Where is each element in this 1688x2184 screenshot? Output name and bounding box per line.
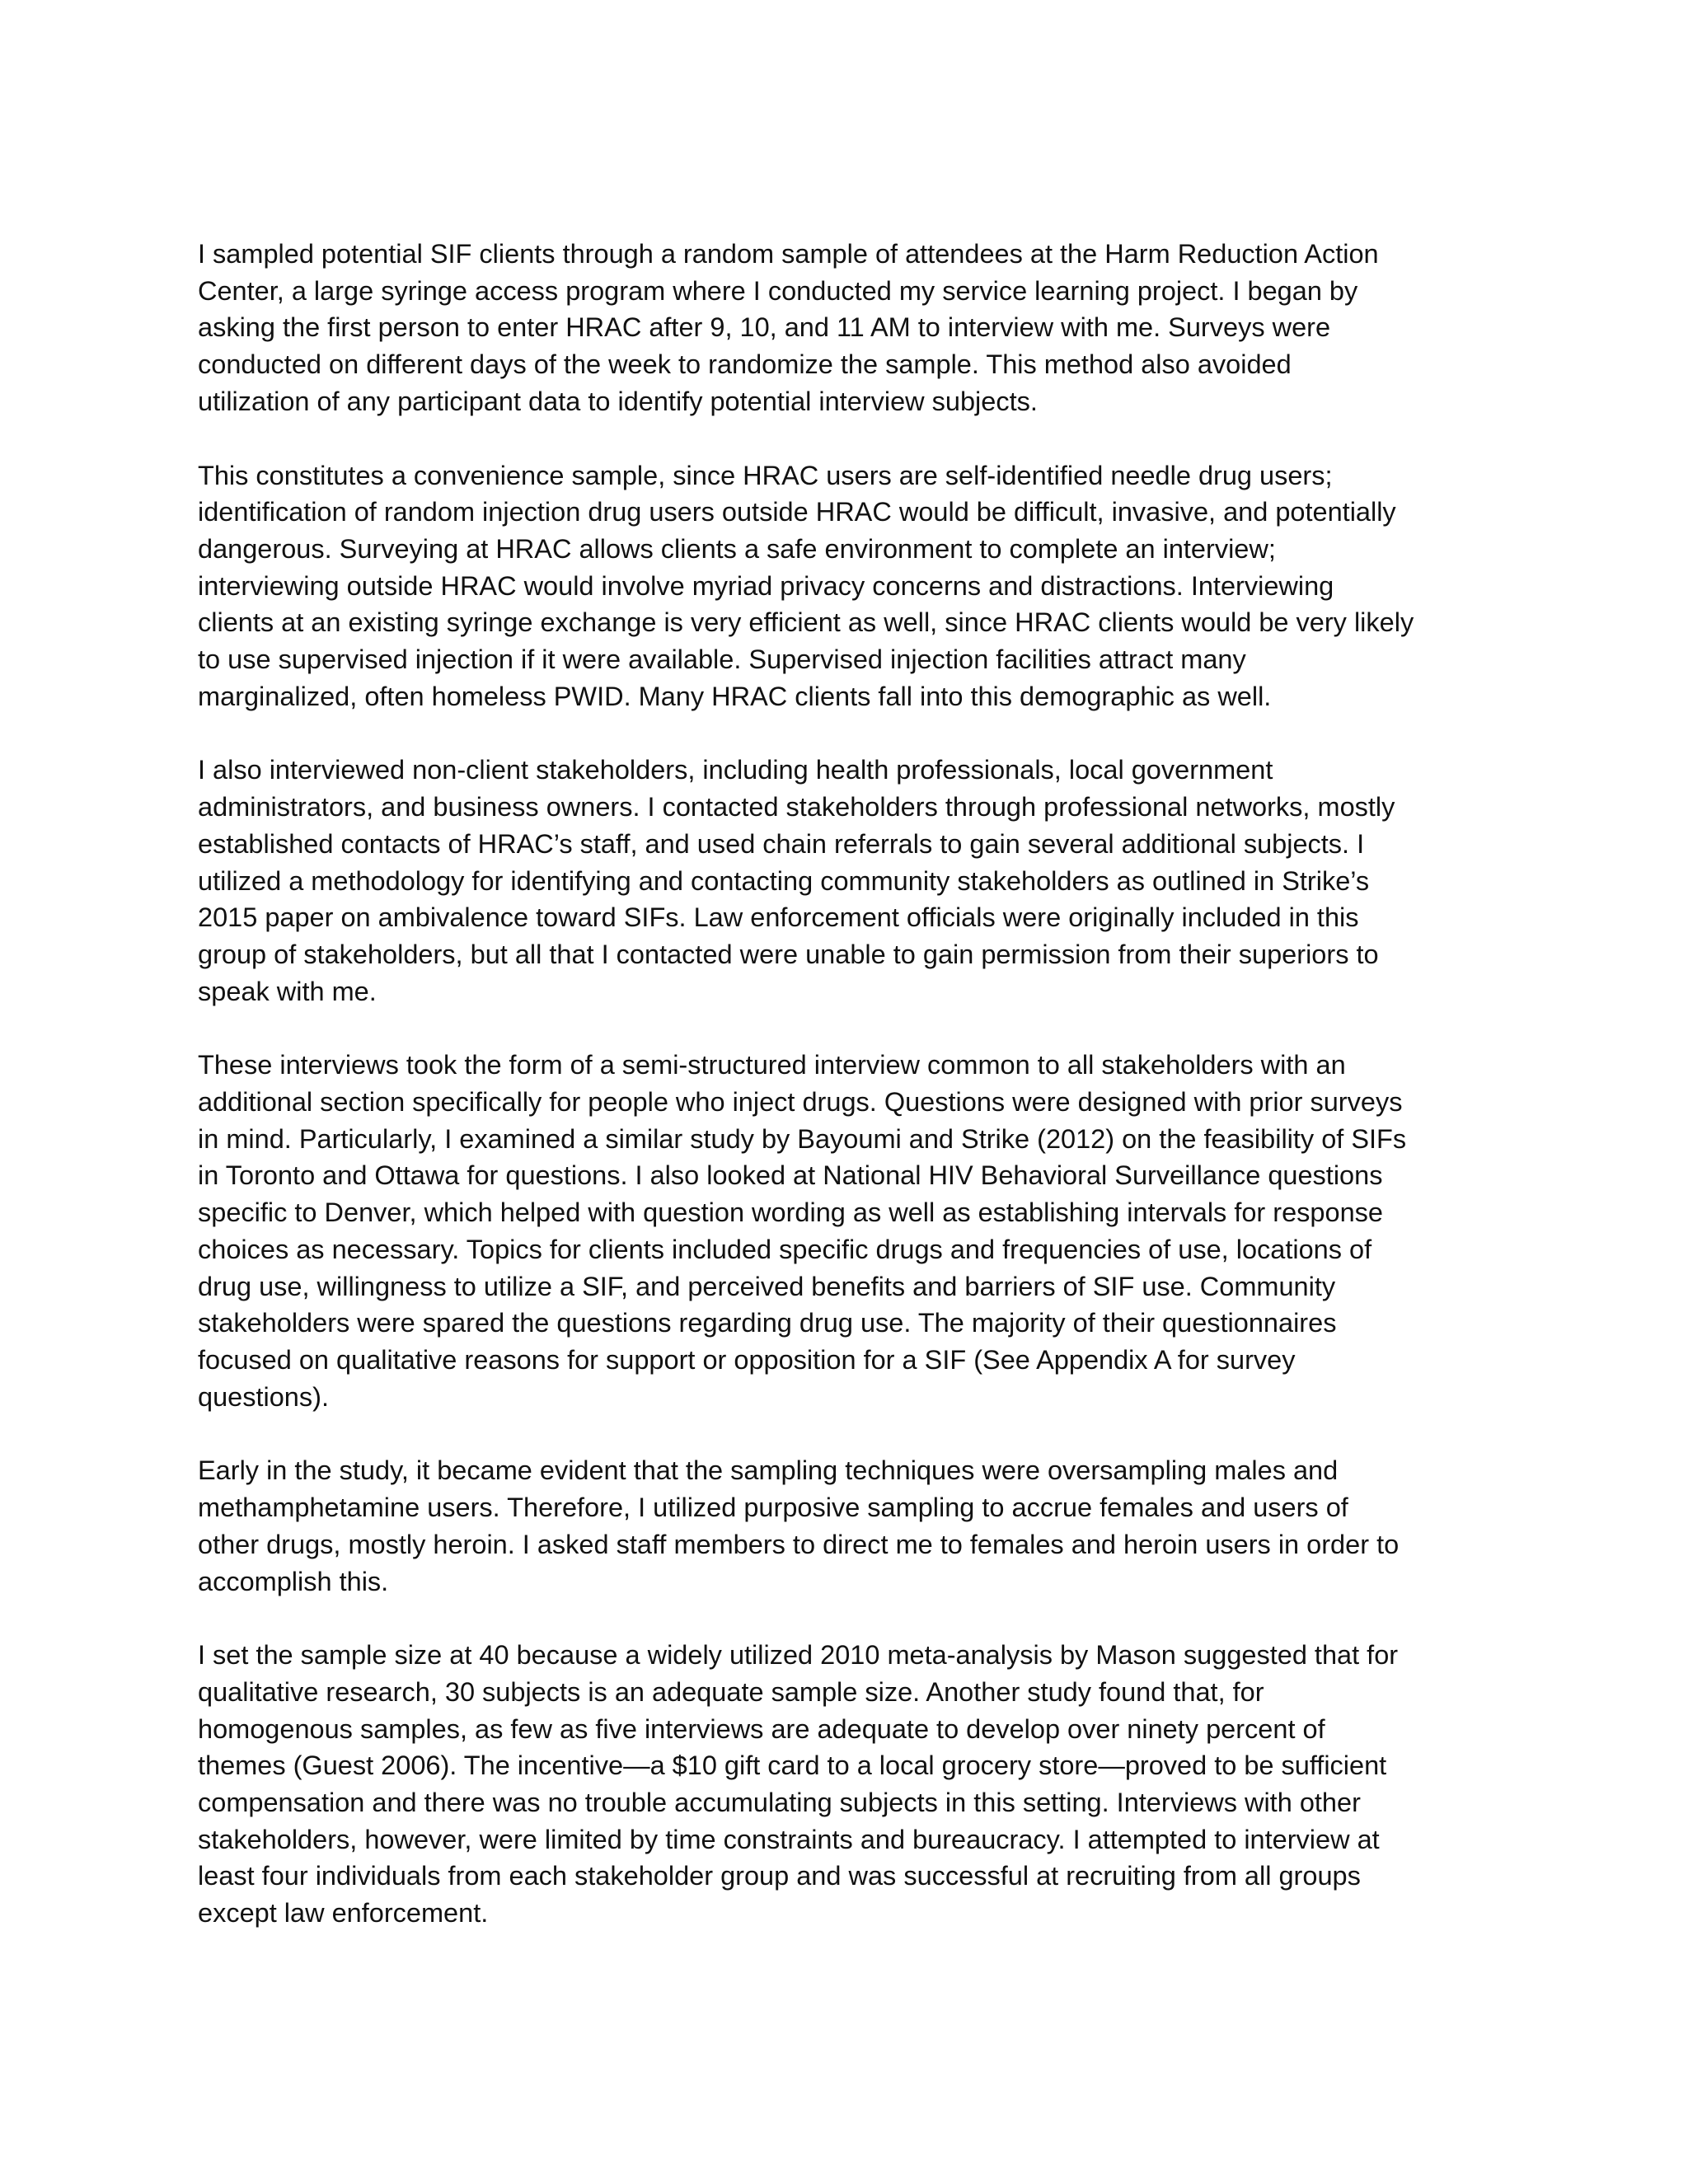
paragraph-interview-design: These interviews took the form of a semi-structured interview common to all stakeholders with an additional section specifically for people who inject drugs. Questions were designed with prior surveys in mind. Particularly, I examined a similar study by Bayoumi and Strike (2012) on the feasibility of SIFs in Toronto and Ottawa for questions. I also looked at National HIV Behavioral Surveillance questions specific to Denver, which helped with question wording as well as establishing intervals for response choices as necessary. Topics for clients included specific drugs and frequencies of use, locations of drug use, willingness to utilize a SIF, and perceived benefits and barriers of SIF use. Community stakeholders were spared the questions regarding drug use. The majority of their questionnaires focused on qualitative reasons for support or opposition for a SIF (See Appendix A for survey questions). bbox=[198, 1050, 1407, 1412]
paragraph-convenience-sample: This constitutes a convenience sample, since HRAC users are self-identified needle drug users; identification of random injection drug users outside HRAC would be difficult, invasive, and potentially dangerous. Surveying at HRAC allows clients a safe environment to complete an interview; interviewing outside HRAC would involve myriad privacy concerns and distractions. Interviewing clients at an existing syringe exchange is very efficient as well, since HRAC clients would be very likely to use supervised injection if it were available. Supervised injection facilities attract many marginalized, often homeless PWID. Many HRAC clients fall into this demographic as well. bbox=[198, 460, 1414, 711]
paragraph-sample-size: I set the sample size at 40 because a widely utilized 2010 meta-analysis by Mason suggested that for qualitative research, 30 subjects is an adequate sample size. Another study found that, for homogenous samples, as few as five interviews are adequate to develop over ninety percent of themes (Guest 2006). The incentive—a $10 gift card to a local grocery store—proved to be sufficient compensation and there was no trouble accumulating subjects in this setting. Interviews with other stakeholders, however, were limited by time constraints and bureaucracy. I attempted to interview at least four individuals from each stakeholder group and was successful at recruiting from all groups except law enforcement. bbox=[198, 1640, 1399, 1929]
paragraph-stakeholders: I also interviewed non-client stakeholders, including health professionals, local government administrators, and business owners. I contacted stakeholders through professional networks, mostly established contacts of HRAC’s staff, and used chain referrals to gain several additional subjects. I utilized a methodology for identifying and contacting community stakeholders as outlined in Strike’s 2015 paper on ambivalence toward SIFs. Law enforcement officials were originally included in this group of stakeholders, but all that I contacted were unable to gain permission from their superiors to speak with me. bbox=[198, 755, 1395, 1006]
paragraph-purposive-sampling: Early in the study, it became evident that the sampling techniques were oversampling males and methamphetamine users. Therefore, I utilized purposive sampling to accrue females and users of other drugs, mostly heroin. I asked staff members to direct me to females and heroin users in order to accomplish this. bbox=[198, 1455, 1400, 1596]
paragraph-sampling-method: I sampled potential SIF clients through a random sample of attendees at the Harm Reduction Action Center, a large syringe access program where I conducted my service learning project. I began by asking the first person to enter HRAC after 9, 10, and 11 AM to interview with me. Surveys were conducted on different days of the week to randomize the sample. This method also avoided utilization of any participant data to identify potential interview subjects. bbox=[198, 239, 1379, 416]
body-text bbox=[198, 236, 1500, 1969]
